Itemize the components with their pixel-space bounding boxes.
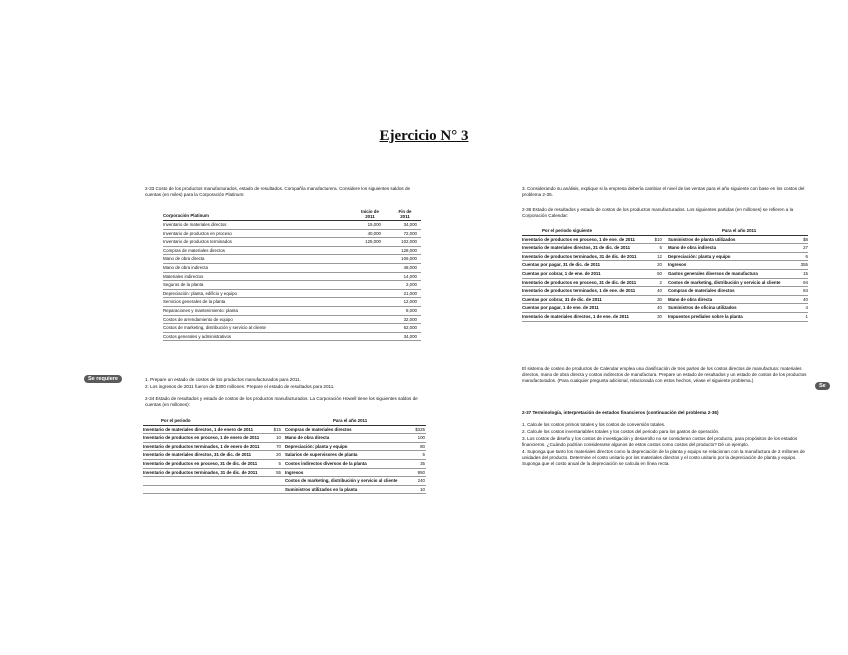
table-cell: Inventario de materiales directos, 31 de dic. de 2011 — [143, 452, 252, 458]
table-cell: 34,000 — [403, 333, 417, 339]
problem-2-36-text: El sistema de costeo de productos de Calendar emplea una clasificación de tres partes de los costos directos de manufactura: materiales directos, mano de obra directa y costos indirectos de manufactura. Prepare un estado de resultados y un estado de costos de los productos manufacturados. (Para cualquier pregunta adicional, relacionada con estos hechos, véase el siguiente problema.) — [522, 366, 807, 383]
table-cell: 240 — [417, 478, 425, 484]
table-cell: Inventario de productos en proceso, 31 de dic. de 2011 — [143, 460, 258, 466]
table-cell: Depreciación: planta y equipo — [668, 253, 731, 259]
table-cell: Costos de marketing, distribución y servicio al cliente — [668, 279, 781, 285]
table-cell: Inventario de productos terminados — [163, 239, 232, 245]
table-cell: Inventario de materiales directos — [163, 222, 227, 227]
table-cell: 125,000 — [365, 239, 381, 245]
table-cell: 21,000 — [403, 290, 417, 296]
table-cell: Depreciación: planta y equipo — [285, 443, 348, 449]
se-requiere-badge: Se requiere — [84, 375, 122, 383]
header-cell: Corporación Platinum — [163, 213, 209, 218]
table-cell: Mano de obra directa — [163, 256, 205, 262]
table-cell: Inventario de materiales directos, 1 de ene. de 2011 — [522, 313, 629, 319]
list-item: 4. Suponga que tanto los materiales directos como la depreciación de la planta y equipo se relacionan con la manufactura de 2 millones de unidades del producto. Determine el costo unitario por los materiales directos y el costo unitario por la depreciación de planta y equipo. Suponga que el costo anual de la depreciación se calcula en línea recta. — [522, 449, 805, 466]
table-cell: 950 — [417, 469, 425, 475]
table-row — [522, 236, 808, 245]
table-cell: Mano de obra directa — [285, 435, 330, 441]
table-cell: 12,000 — [403, 299, 417, 305]
table-cell: 48,000 — [403, 264, 417, 270]
table-cell: 106,000 — [401, 256, 417, 262]
table-cell: 12 — [657, 253, 662, 259]
table-row — [143, 460, 426, 469]
table-cell: 14,000 — [403, 273, 417, 279]
table-cell: 27 — [803, 245, 808, 251]
table-cell: Mano de obra directa — [668, 296, 713, 302]
table-cell: 30 — [657, 296, 662, 302]
table-row — [163, 316, 421, 325]
table-header — [143, 417, 426, 426]
table-cell: Compras de materiales directos — [285, 426, 352, 432]
table-cell: 15 — [803, 270, 808, 276]
table-cell: 100 — [417, 435, 425, 441]
table-row — [163, 221, 421, 230]
table-cell: 40 — [657, 288, 662, 294]
table-cell: 35 — [420, 460, 425, 466]
table-row — [522, 287, 808, 296]
table-header — [522, 227, 808, 236]
table-cell: Inventario de productos en proceso, 1 de enero de 2011 — [143, 435, 260, 441]
platinum-table — [163, 208, 421, 341]
table-cell: 62,000 — [403, 325, 417, 331]
table-cell: Inventario de materiales directos, 31 de dic. de 2011 — [522, 245, 631, 251]
problem-2-36-intro: 2-36 Estado de resultados y estado de costos de los productos manufacturados. Los siguientes partidas (en millones) se refieren a la Corporación Calendar: — [522, 207, 794, 218]
table-row — [163, 333, 421, 342]
table-cell: 40 — [803, 296, 808, 302]
table-cell: 32,000 — [403, 316, 417, 322]
calendar-table — [522, 227, 808, 322]
table-row — [163, 281, 421, 290]
table-row — [522, 253, 808, 262]
header-cell: Para el año 2011 — [722, 228, 757, 233]
list-item: 1. Prepare un estado de costos de los productos manufacturados para 2011. — [145, 377, 301, 382]
problem-2-34-intro: 2-34 Estado de resultados y estado de costos de los productos manufacturados. La Corporación Howell tiene los siguientes saldos de cuentas (en millones): — [145, 396, 418, 407]
table-cell: Inventario de productos en proceso, 31 de dic. de 2011 — [522, 279, 637, 285]
table-row — [163, 324, 421, 333]
table-cell: Depreciación: planta, edificio y equipo — [163, 290, 237, 296]
table-cell: Inventario de materiales directos, 1 de enero de 2011 — [143, 426, 254, 432]
problem-2-37-list — [522, 422, 808, 468]
table-cell: $325 — [415, 426, 425, 432]
table-cell: 72,000 — [403, 230, 417, 236]
table-row — [163, 290, 421, 299]
table-cell: Ingresos — [285, 469, 304, 475]
table-cell: Cuentas por pagar, 31 de dic. de 2011 — [522, 262, 601, 268]
table-row — [163, 264, 421, 273]
table-cell: $8 — [803, 236, 808, 242]
note-top: 3. Considerando su análisis, explique si la empresa debería cambiar el nivel de las ventas para el año siguiente con base en los costos del problema 2-35. — [522, 186, 805, 197]
table-cell: 5 — [422, 452, 425, 458]
page-title: Ejercicio N° 3 — [379, 128, 469, 144]
table-row — [163, 273, 421, 282]
table-cell: Cuentas por cobrar, 31 de dic. de 2011 — [522, 296, 602, 302]
list-item: 3. Los costos de diseño y los costos de investigación y desarrollo no se consideran costos del producto, para propósitos de los estados financieros. ¿Cuándo podrían considerarse algunos de estos costos como costos del producto? Dé un ejemplo. — [522, 436, 798, 447]
table-row — [522, 313, 808, 322]
table-row — [143, 486, 426, 495]
table-row — [522, 304, 808, 313]
table-cell: 84 — [803, 288, 808, 294]
table-cell: Suministros de planta utilizados — [668, 236, 736, 242]
table-cell: Costos indirectos diversos de la planta — [285, 460, 367, 466]
howell-table — [143, 417, 426, 494]
table-cell: 50 — [657, 270, 662, 276]
table-row — [163, 230, 421, 239]
table-cell: Materiales indirectos — [163, 273, 204, 279]
header-cell: Para el año 2011 — [333, 418, 368, 423]
table-cell: 40 — [657, 305, 662, 311]
header-cell: Por el periodo siguiente — [542, 228, 593, 233]
table-cell: 30 — [657, 313, 662, 319]
header-cell: Por el periodo — [161, 418, 191, 423]
table-cell: 20 — [276, 452, 281, 458]
table-cell: Costos de arrendamiento de equipo — [163, 316, 233, 322]
table-cell: 5 — [278, 460, 281, 466]
table-cell: Inventario de productos en proceso — [163, 230, 232, 236]
table-row — [143, 451, 426, 460]
table-row — [143, 469, 426, 478]
table-cell: Inventario de productos terminados, 31 de dic. de 2011 — [143, 469, 258, 475]
se-badge: Se — [815, 382, 830, 390]
table-cell: Gastos generales diversos de manufactura — [668, 270, 758, 276]
table-cell: Cuentas por cobrar, 1 de ene. de 2011 — [522, 270, 601, 276]
list-item: 2. Calcule los costos inventariables totales y los costos del periodo para los gastos de operación. — [522, 429, 720, 434]
table-row — [522, 261, 808, 270]
table-cell: 94 — [803, 279, 808, 285]
table-header — [163, 208, 421, 221]
table-cell: 8,000 — [406, 307, 417, 313]
table-row — [143, 426, 426, 435]
table-cell: Inventario de productos terminados, 31 de dic. de 2011 — [522, 253, 637, 259]
table-cell: $10 — [654, 236, 662, 242]
table-cell: Impuestos prediales sobre la planta — [668, 313, 743, 319]
requirements-list — [145, 377, 427, 391]
header-cell: Fin de 2011 — [398, 209, 412, 219]
table-cell: 2 — [659, 279, 662, 285]
table-cell: 5 — [659, 245, 662, 251]
table-cell: 102,000 — [401, 239, 417, 245]
table-row — [522, 270, 808, 279]
list-item: 2. Los ingresos de 2011 fueron de $300 millones. Prepare el estado de resultados para 2011. — [145, 384, 335, 389]
problem-2-37-intro: 2-37 Terminología, interpretación de estados financieros (continuación del problema 2-36) — [522, 410, 719, 415]
list-item: 1. Calcule los costos primos totales y los costos de conversión totales. — [522, 422, 666, 427]
table-row — [143, 443, 426, 452]
table-cell: Suministros utilizados en la planta — [285, 486, 358, 492]
table-cell: 34,000 — [403, 222, 417, 227]
table-cell: 6 — [805, 253, 808, 259]
table-cell: Inventario de productos terminados, 1 de enero de 2011 — [143, 443, 260, 449]
table-cell: Seguros de la planta — [163, 282, 204, 288]
table-row — [163, 247, 421, 256]
table-cell: 20 — [657, 262, 662, 268]
problem-2-33-intro: 2-33 Costo de los productos manufacturados, estado de resultados. Compañía manufacturera. Considere los siguientes saldos de cuentas (en miles) para la Corporación Platinum: — [145, 186, 411, 197]
table-cell: Reparaciones y mantenimiento: planta — [163, 307, 238, 313]
table-row — [163, 307, 421, 316]
table-cell: Mano de obra indirecta — [668, 245, 717, 251]
table-cell: 70 — [276, 443, 281, 449]
table-row — [163, 255, 421, 264]
table-cell: Compras de materiales directos — [668, 288, 735, 294]
table-cell: Cuentas por pagar, 1 de ene. de 2011 — [522, 305, 599, 311]
table-cell: 15,000 — [367, 222, 381, 227]
table-row — [522, 279, 808, 288]
table-cell: 55 — [276, 469, 281, 475]
table-cell: 10 — [420, 486, 425, 492]
table-cell: 1 — [805, 313, 808, 319]
table-cell: Costos de marketing, distribución y servicio al cliente — [163, 325, 266, 331]
table-cell: 10 — [276, 435, 281, 441]
table-cell: 40,000 — [367, 230, 381, 236]
table-cell: Inventario de productos terminados, 1 de ene. de 2011 — [522, 288, 636, 294]
table-row — [143, 477, 426, 486]
table-cell: Inventario de productos en proceso, 1 de ene. de 2011 — [522, 236, 635, 242]
table-row — [522, 244, 808, 253]
table-cell: Costos generales y administrativos — [163, 333, 232, 339]
table-cell: Servicios generales de la planta — [163, 299, 226, 305]
table-cell: $15 — [273, 426, 281, 432]
table-row — [163, 298, 421, 307]
table-cell: 4 — [805, 305, 808, 311]
header-cell: Inicio de 2011 — [361, 209, 379, 219]
table-cell: Suministros de oficina utilizados — [668, 305, 737, 311]
table-row — [163, 238, 421, 247]
table-cell: Compras de materiales directos — [163, 247, 225, 253]
table-cell: Ingresos — [668, 262, 687, 268]
table-cell: Mano de obra indirecta — [163, 264, 208, 270]
table-cell: Costos de marketing, distribución y servicio al cliente — [285, 478, 398, 484]
table-cell: 2,000 — [406, 282, 417, 288]
table-cell: 355 — [800, 262, 808, 268]
table-row — [522, 296, 808, 305]
table-cell: 80 — [420, 443, 425, 449]
table-cell: Salarios de supervisores de planta — [285, 452, 358, 458]
table-row — [143, 434, 426, 443]
table-cell: 128,000 — [401, 247, 417, 253]
